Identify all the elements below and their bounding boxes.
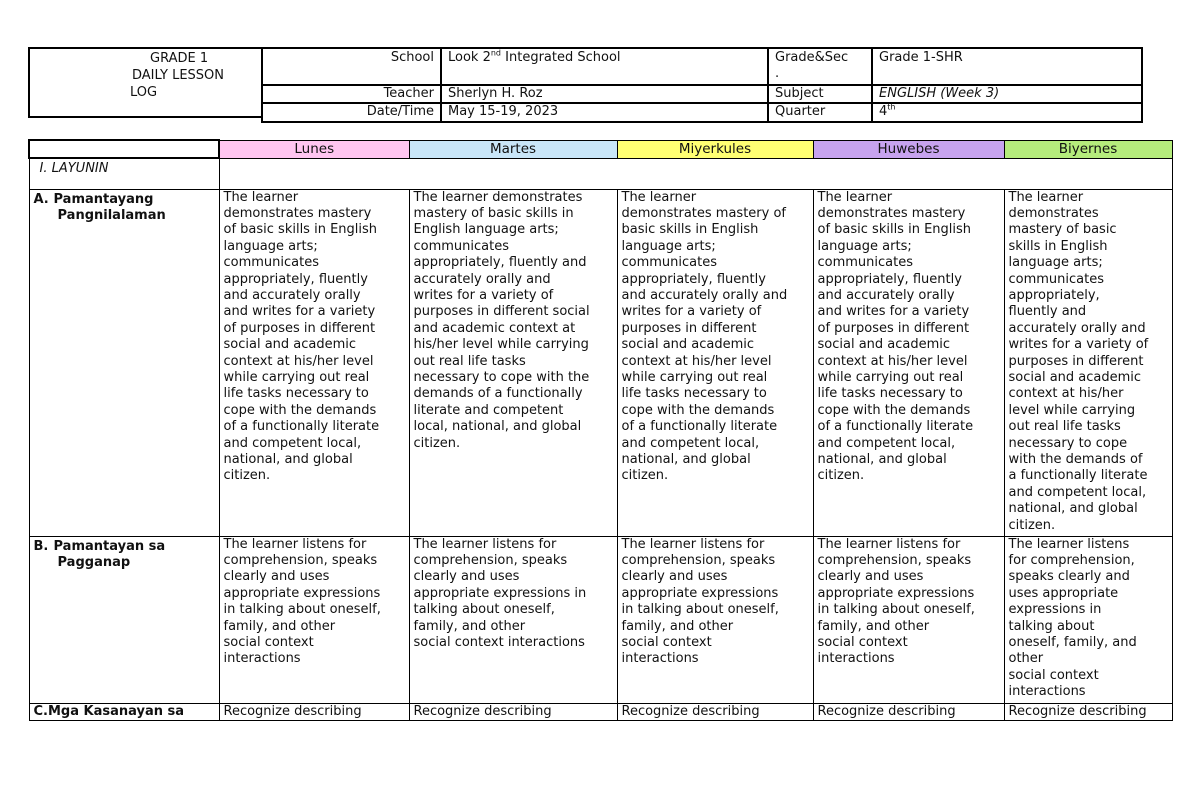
cell-text-line: talking about oneself,: [413, 602, 555, 618]
title-daily-lesson: DAILY LESSON: [132, 68, 225, 83]
cell-text-line: with the demands of: [1008, 452, 1143, 467]
row-b-lunes: [219, 536, 409, 703]
cell-text-line: writes for a variety of: [413, 287, 554, 303]
cell-text-line: The learner listens for: [817, 536, 961, 552]
row-a-lunes: [219, 189, 409, 536]
cell-text-line: cope with the demands: [817, 402, 971, 418]
cell-text-line: mastery of basic skills in: [413, 205, 574, 221]
cell-text-line: appropriately, fluently: [817, 271, 962, 287]
cell-text-line: language arts;: [621, 238, 716, 254]
cell-text-line: family, and other: [413, 618, 526, 634]
subject-label: Subject: [768, 85, 872, 103]
cell-text-line: in talking about oneself,: [223, 602, 381, 618]
row-a-huwebes: [813, 189, 1004, 536]
cell-text-line: of purposes in different: [817, 320, 970, 336]
cell-text-line: cope with the demands: [223, 402, 377, 418]
cell-text-line: communicates: [621, 255, 718, 271]
cell-text-line: The learner listens: [1008, 536, 1130, 552]
cell-text-line: accurately orally and: [1008, 320, 1146, 336]
cell-text-line: appropriate expressions: [223, 585, 381, 601]
cell-text-line: while carrying out real: [223, 369, 370, 385]
quarter-value: 4th: [872, 103, 1142, 121]
subject-value: ENGLISH (Week 3): [872, 85, 1142, 103]
cell-text-line: and competent local,: [223, 435, 362, 451]
day-miyerkules: Miyerkules: [617, 140, 813, 158]
day-lunes: Lunes: [219, 140, 409, 158]
cell-text-line: clearly and uses: [817, 569, 924, 585]
cell-text-line: oneself, family, and: [1008, 634, 1137, 650]
cell-text-line: other: [1008, 651, 1044, 667]
cell-text-line: social and academic: [621, 337, 755, 353]
school-value: Look 2nd Integrated School: [441, 48, 768, 85]
cell-text-line: The learner: [621, 189, 697, 205]
row-c-lunes: Recognize describing: [219, 703, 409, 720]
cell-text-line: life tasks necessary to: [817, 386, 963, 402]
cell-text-line: and academic context at: [413, 320, 576, 336]
cell-text-line: of a functionally literate: [817, 419, 974, 435]
row-b-label: B. Pamantayan sa Pagganap: [29, 536, 219, 703]
cell-text-line: citizen.: [621, 468, 669, 484]
row-c-biyernes: Recognize describing: [1004, 703, 1172, 720]
cell-text-line: local, national, and global: [413, 419, 582, 435]
cell-text-line: clearly and uses: [621, 569, 728, 585]
cell-text-line: basic skills in English: [621, 222, 759, 238]
cell-text-line: social and academic: [1008, 369, 1142, 385]
row-a-martes: [409, 189, 617, 536]
section-layunin-row: [29, 158, 1172, 189]
cell-text-line: appropriate expressions in: [413, 585, 587, 601]
cell-text-line: demands of a functionally: [413, 386, 583, 402]
cell-text-line: The learner demonstrates: [413, 189, 583, 205]
section-layunin-label: I. LAYUNIN: [29, 158, 219, 189]
cell-text-line: and writes for a variety: [817, 304, 970, 320]
cell-text-line: expressions in: [1008, 602, 1102, 618]
cell-text-line: his/her level while carrying: [413, 337, 589, 353]
teacher-label: Teacher: [262, 85, 441, 103]
row-c-martes: Recognize describing: [409, 703, 617, 720]
cell-text-line: citizen.: [817, 468, 865, 484]
cell-text-line: speaks clearly and: [1008, 569, 1130, 585]
cell-text-line: social and academic: [223, 337, 357, 353]
row-mga-kasanayan: [29, 703, 1172, 720]
cell-text-line: social and academic: [817, 337, 951, 353]
cell-text-line: while carrying out real: [817, 369, 964, 385]
cell-text-line: language arts;: [817, 238, 912, 254]
cell-text-line: interactions: [817, 651, 895, 667]
cell-text-line: The learner: [1008, 189, 1084, 205]
cell-text-line: cope with the demands: [621, 402, 775, 418]
cell-text-line: context at his/her level: [817, 353, 968, 369]
cell-text-line: demonstrates mastery: [817, 205, 966, 221]
cell-text-line: out real life tasks: [413, 353, 526, 369]
cell-text-line: context at his/her level: [223, 353, 374, 369]
cell-text-line: national, and global: [1008, 501, 1138, 517]
cell-text-line: mastery of basic: [1008, 222, 1117, 238]
cell-text-line: appropriately, fluently: [223, 271, 368, 287]
cell-text-line: literate and competent: [413, 402, 564, 418]
cell-text-line: and writes for a variety: [223, 304, 376, 320]
row-b-miyerkules: [617, 536, 813, 703]
quarter-label: Quarter: [768, 103, 872, 121]
cell-text-line: level while carrying: [1008, 402, 1136, 418]
cell-text-line: citizen.: [223, 468, 271, 484]
cell-text-line: interactions: [223, 651, 301, 667]
cell-text-line: accurately orally and: [413, 271, 551, 287]
cell-text-line: citizen.: [1008, 517, 1056, 533]
date-label: Date/Time: [262, 103, 441, 121]
cell-text-line: context at his/her level: [621, 353, 772, 369]
cell-text-line: a functionally literate: [1008, 468, 1148, 484]
cell-text-line: necessary to cope with the: [413, 369, 590, 385]
cell-text-line: and accurately orally: [817, 287, 955, 303]
header-block: [28, 47, 1145, 120]
cell-text-line: The learner listens for: [413, 536, 557, 552]
cell-text-line: appropriately, fluently: [621, 271, 766, 287]
row-a-miyerkules: [617, 189, 813, 536]
cell-text-line: The learner listens for: [621, 536, 765, 552]
cell-text-line: in talking about oneself,: [817, 602, 975, 618]
row-b-martes: [409, 536, 617, 703]
row-c-huwebes: Recognize describing: [813, 703, 1004, 720]
cell-text-line: national, and global: [621, 452, 751, 467]
cell-text-line: clearly and uses: [413, 569, 520, 585]
cell-text-line: comprehension, speaks: [223, 552, 378, 568]
row-c-label: C.Mga Kasanayan sa: [29, 703, 219, 720]
cell-text-line: and competent local,: [621, 435, 760, 451]
cell-text-line: comprehension, speaks: [817, 552, 972, 568]
cell-text-line: while carrying out real: [621, 369, 768, 385]
days-header-row: [29, 140, 1172, 158]
cell-text-line: of a functionally literate: [621, 419, 778, 435]
school-label: School: [262, 48, 441, 85]
cell-text-line: and competent local,: [1008, 484, 1147, 500]
corner-cell: [29, 140, 219, 158]
cell-text-line: of basic skills in English: [817, 222, 972, 238]
cell-text-line: life tasks necessary to: [621, 386, 767, 402]
row-b-huwebes: [813, 536, 1004, 703]
lesson-log-table: [28, 139, 1173, 721]
cell-text-line: and accurately orally: [223, 287, 361, 303]
title-grade: GRADE 1: [150, 51, 209, 66]
header-title-box: [28, 47, 263, 118]
cell-text-line: necessary to cope: [1008, 435, 1128, 451]
cell-text-line: social context: [621, 634, 712, 650]
cell-text-line: national, and global: [223, 452, 353, 467]
cell-text-line: communicates: [223, 255, 320, 271]
cell-text-line: appropriate expressions: [621, 585, 779, 601]
cell-text-line: context at his/her: [1008, 386, 1124, 402]
date-value: May 15-19, 2023: [441, 103, 768, 121]
cell-text-line: English language arts;: [413, 222, 559, 238]
cell-text-line: life tasks necessary to: [223, 386, 369, 402]
gradesec-label: Grade&Sec .: [768, 48, 872, 85]
title-log: LOG: [130, 85, 158, 100]
row-c-miyerkules: Recognize describing: [617, 703, 813, 720]
cell-text-line: interactions: [621, 651, 699, 667]
cell-text-line: appropriate expressions: [817, 585, 975, 601]
cell-text-line: appropriately,: [1008, 287, 1100, 303]
cell-text-line: demonstrates: [1008, 205, 1099, 221]
cell-text-line: family, and other: [223, 618, 336, 634]
cell-text-line: uses appropriate: [1008, 585, 1119, 601]
cell-text-line: in talking about oneself,: [621, 602, 779, 618]
teacher-value: Sherlyn H. Roz: [441, 85, 768, 103]
cell-text-line: social context: [1008, 667, 1099, 683]
cell-text-line: social context: [223, 634, 314, 650]
cell-text-line: writes for a variety of: [1008, 337, 1149, 353]
cell-text-line: and competent local,: [817, 435, 956, 451]
cell-text-line: of a functionally literate: [223, 419, 380, 435]
row-a-label: A. Pamantayang Pangnilalaman: [29, 189, 219, 536]
row-a-biyernes: [1004, 189, 1172, 536]
cell-text-line: demonstrates mastery of: [621, 205, 786, 221]
cell-text-line: clearly and uses: [223, 569, 330, 585]
cell-text-line: writes for a variety of: [621, 304, 762, 320]
cell-text-line: and accurately orally and: [621, 287, 788, 303]
cell-text-line: The learner: [817, 189, 893, 205]
cell-text-line: The learner: [223, 189, 299, 205]
cell-text-line: communicates: [1008, 271, 1105, 287]
cell-text-line: interactions: [1008, 684, 1086, 700]
day-huwebes: Huwebes: [813, 140, 1004, 158]
cell-text-line: citizen.: [413, 435, 461, 451]
day-martes: Martes: [409, 140, 617, 158]
cell-text-line: out real life tasks: [1008, 419, 1121, 435]
cell-text-line: social context interactions: [413, 634, 585, 650]
cell-text-line: language arts;: [223, 238, 318, 254]
cell-text-line: social context: [817, 634, 908, 650]
cell-text-line: appropriately, fluently and: [413, 255, 587, 271]
cell-text-line: purposes in different social: [413, 304, 590, 320]
cell-text-line: of basic skills in English: [223, 222, 378, 238]
cell-text-line: national, and global: [817, 452, 947, 467]
cell-text-line: demonstrates mastery: [223, 205, 372, 221]
row-pamantayang-pangnilalaman: [29, 189, 1172, 536]
cell-text-line: of purposes in different: [223, 320, 376, 336]
cell-text-line: family, and other: [621, 618, 734, 634]
cell-text-line: fluently and: [1008, 304, 1087, 320]
cell-text-line: comprehension, speaks: [413, 552, 568, 568]
cell-text-line: talking about: [1008, 618, 1095, 634]
cell-text-line: purposes in different: [1008, 353, 1144, 369]
cell-text-line: for comprehension,: [1008, 552, 1135, 568]
header-info-table: [261, 47, 1143, 123]
cell-text-line: purposes in different: [621, 320, 757, 336]
cell-text-line: family, and other: [817, 618, 930, 634]
cell-text-line: communicates: [817, 255, 914, 271]
cell-text-line: language arts;: [1008, 255, 1103, 271]
cell-text-line: The learner listens for: [223, 536, 367, 552]
section-layunin-empty: [219, 158, 1172, 189]
row-pamantayan-sa-pagganap: [29, 536, 1172, 703]
row-b-biyernes: [1004, 536, 1172, 703]
gradesec-value: Grade 1-SHR: [872, 48, 1142, 85]
cell-text-line: comprehension, speaks: [621, 552, 776, 568]
cell-text-line: skills in English: [1008, 238, 1108, 254]
day-biyernes: Biyernes: [1004, 140, 1172, 158]
cell-text-line: communicates: [413, 238, 510, 254]
